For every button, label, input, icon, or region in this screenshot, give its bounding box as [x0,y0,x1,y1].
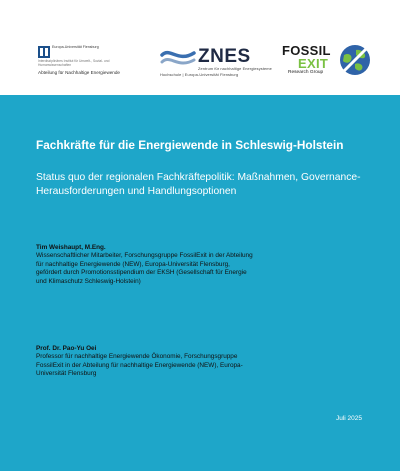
university-department: Abteilung für Nachhaltige Energiewende [38,70,120,75]
exit-word: EXIT [298,56,329,71]
author-description: Professor für nachhaltige Energiewende Ökonomie, Forschungsgruppe FossilExit in der Abteilung für nachhaltige Energiewende (NEW), Europa-Universität Flensburg [36,353,243,378]
author-block [36,345,256,379]
document-title: Fachkräfte für die Energiewende in Schleswig-Holstein [36,138,344,152]
university-logo [38,44,148,80]
author-block [36,244,256,286]
university-mark-icon [38,46,50,58]
fossil-word: FOSSIL [282,43,331,58]
znes-title: ZNES [198,46,251,67]
university-institute: Interdisziplinäres Institut für Umwelt-, Sozial- und Humanwissenschaften [38,59,110,67]
fossil-exit-tagline: Research Group [288,70,324,75]
author-description: Wissenschaftlicher Mitarbeiter, Forschungsgruppe FossilExit in der Abteilung für nachhaltige Energiewende (NEW), Europa-Universität Flensburg, gefördert durch Promotionsstipendium der EKSH (Gesellschaft für Energie und Klimaschutz Schleswig-Holstein) [36,252,253,285]
university-name: Europa-Universität Flensburg [52,45,99,49]
author-name: Prof. Dr. Pao-Yu Oei [36,345,97,352]
author-name: Tim Weishaupt, M.Eng. [36,244,106,251]
znes-wave-icon [160,47,196,69]
cover-panel [0,95,400,471]
znes-subtitle-2: Hochschule | Europa-Universität Flensburg [160,72,239,77]
header-logos [0,0,400,95]
globe-icon [339,44,371,76]
fossil-exit-logo [282,43,372,83]
publication-date: Juli 2025 [336,415,363,422]
znes-subtitle-1: Zentrum für nachhaltige Energiesysteme [198,66,272,71]
znes-logo [160,47,270,79]
document-subtitle: Status quo der regionalen Fachkräftepolitik: Maßnahmen, Governance-Herausforderungen und Handlungsoptionen [36,172,361,197]
